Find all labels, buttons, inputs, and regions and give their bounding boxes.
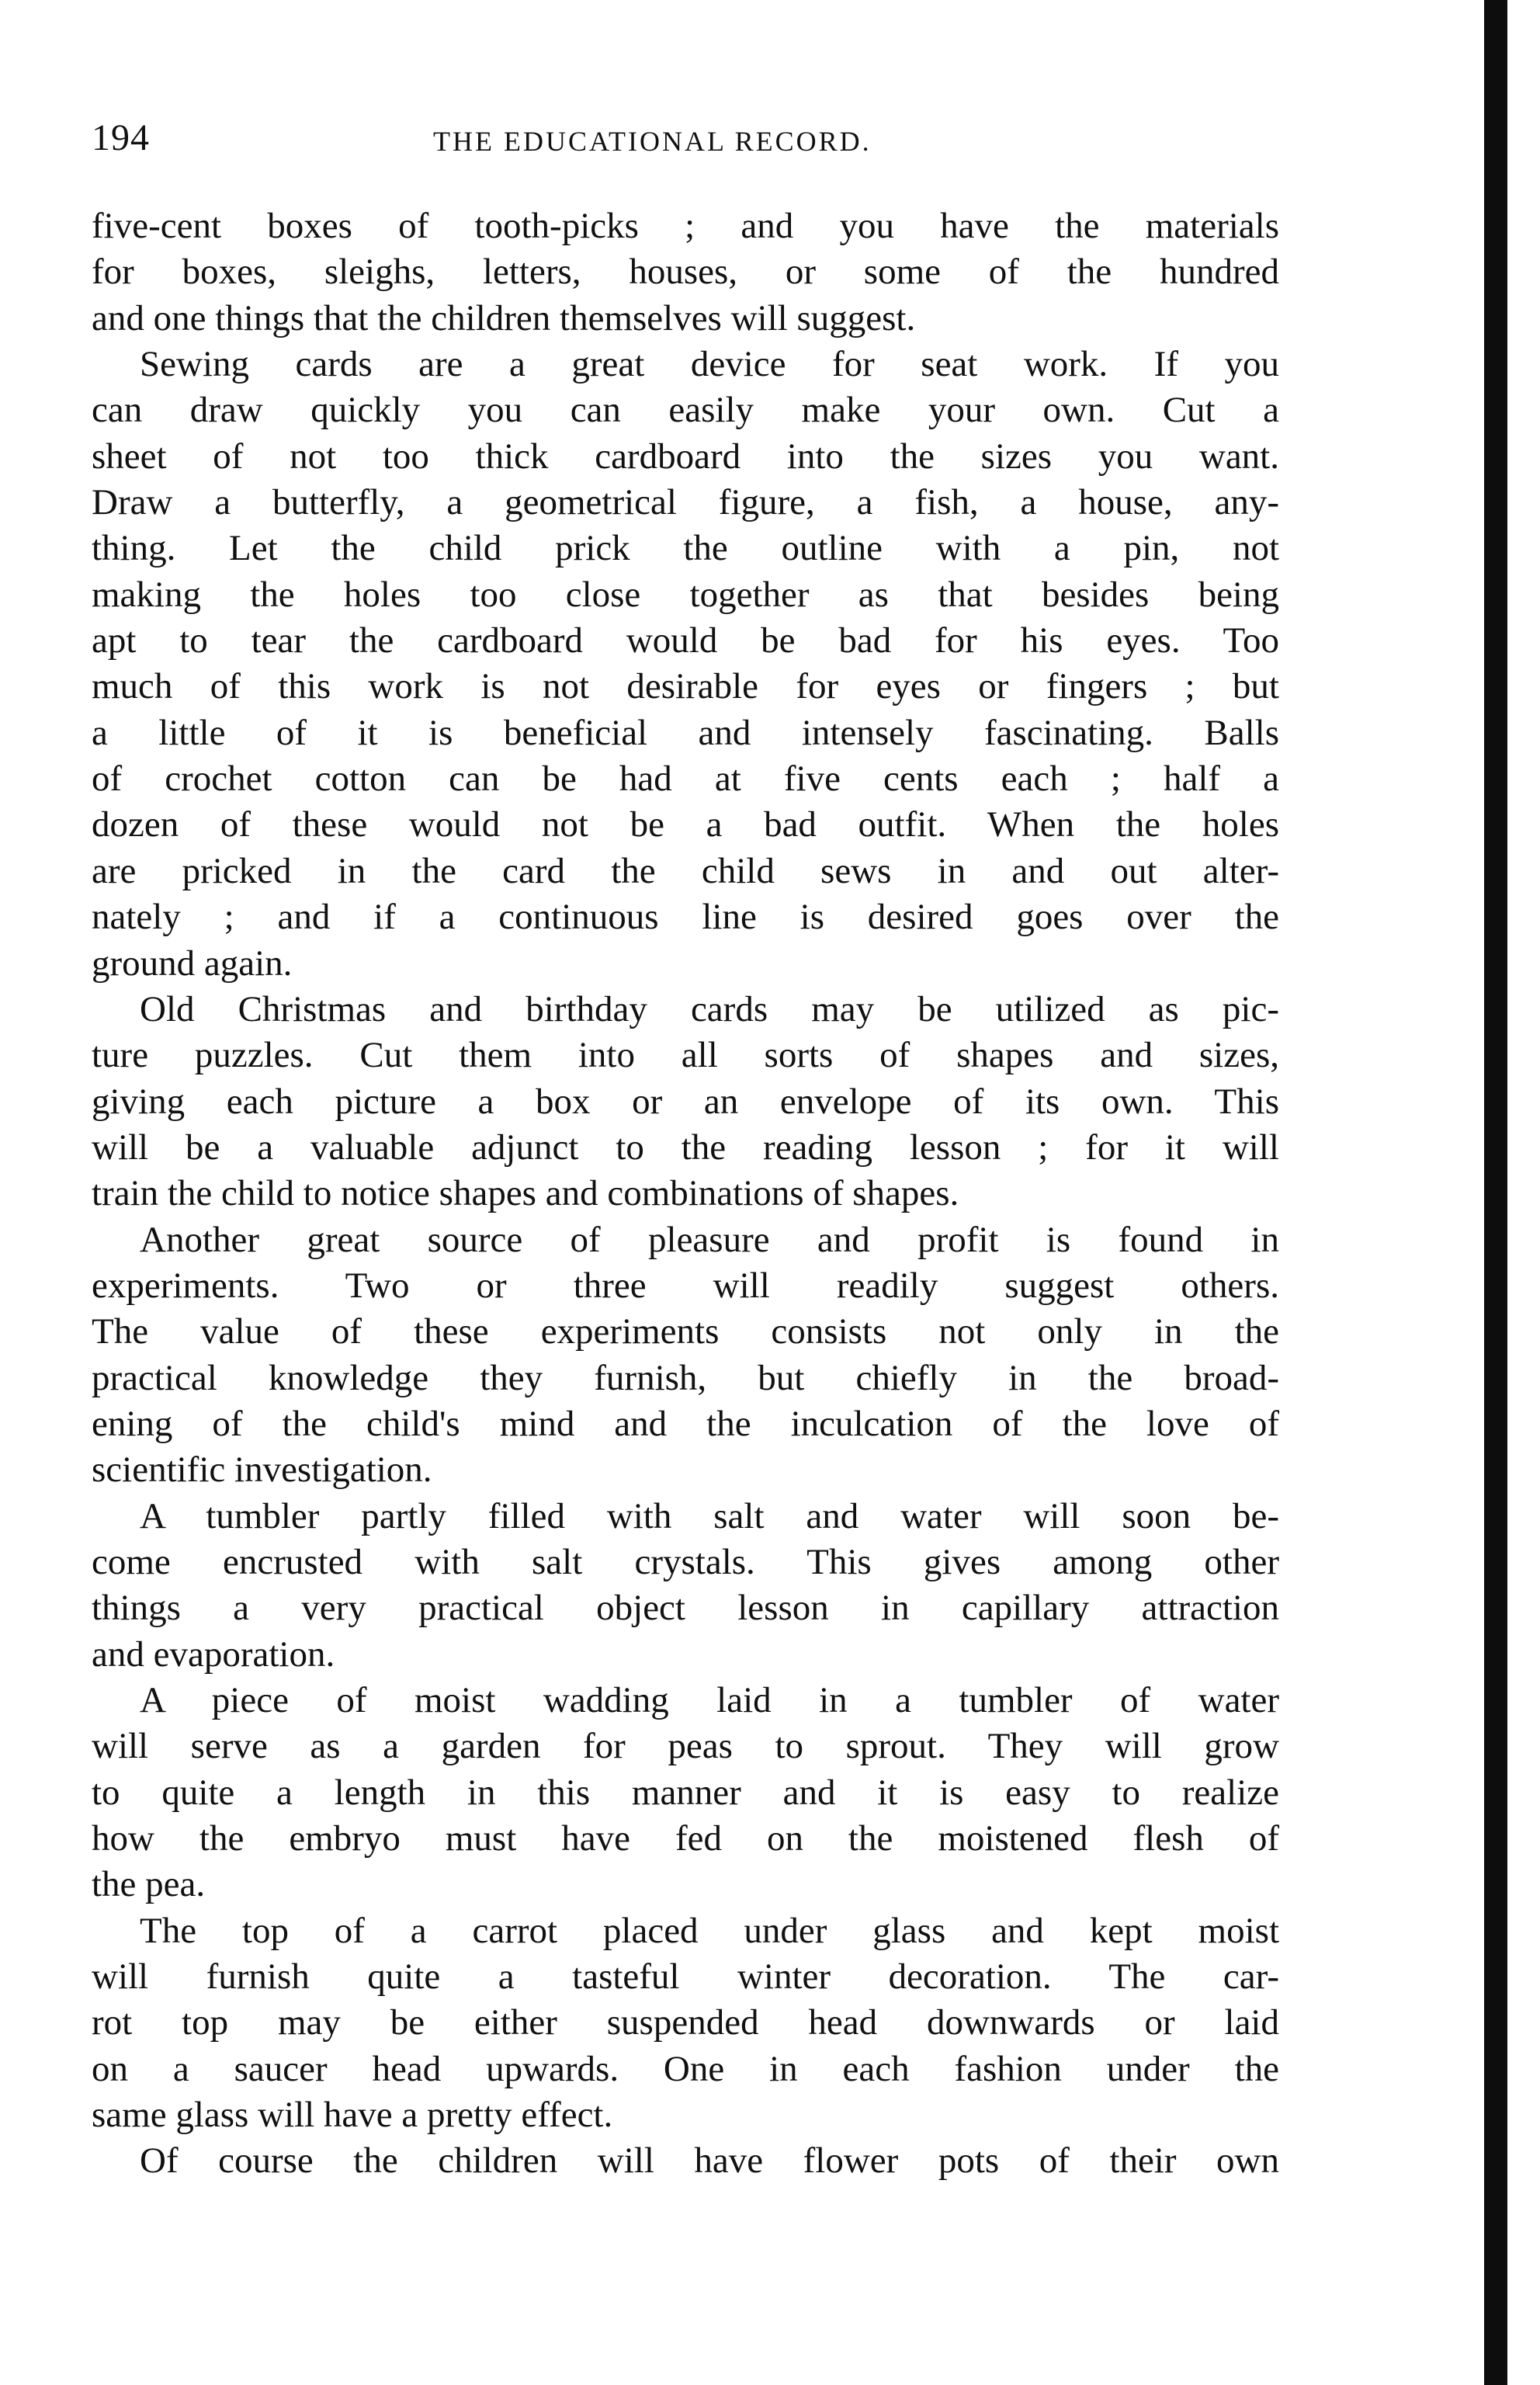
text-line: can draw quickly you can easily make your own. Cut a	[92, 390, 1279, 431]
text-line: the pea.	[92, 1864, 206, 1905]
text-line: A piece of moist wadding laid in a tumbler of water	[140, 1680, 1279, 1720]
text-line: The top of a carrot placed under glass and kept moist	[140, 1910, 1279, 1951]
body-text	[92, 203, 1279, 2185]
text-line: will serve as a garden for peas to sprout. They will grow	[92, 1726, 1279, 1767]
scan-edge-border	[1484, 0, 1507, 2385]
text-line: much of this work is not desirable for eyes or fingers ; but	[92, 666, 1279, 707]
text-line: Sewing cards are a great device for seat work. If you	[140, 344, 1279, 385]
text-line: experiments. Two or three will readily suggest others.	[92, 1265, 1279, 1306]
page-header	[92, 115, 1287, 169]
text-line: nately ; and if a continuous line is desired goes over the	[92, 897, 1279, 938]
text-line: a little of it is beneficial and intensely fascinating. Balls	[92, 712, 1279, 753]
text-line: and one things that the children themselves will suggest.	[92, 297, 916, 338]
text-line: ground again.	[92, 943, 293, 984]
text-line: giving each picture a box or an envelope of its own. This	[92, 1081, 1279, 1122]
text-line: ture puzzles. Cut them into all sorts of shapes and sizes,	[92, 1035, 1279, 1076]
text-line: Draw a butterfly, a geometrical figure, a fish, a house, any-	[92, 482, 1279, 523]
text-line: rot top may be either suspended head downwards or laid	[92, 2002, 1279, 2043]
text-line: sheet of not too thick cardboard into the sizes you want.	[92, 436, 1279, 477]
page-number: 194	[92, 117, 150, 158]
text-line: practical knowledge they furnish, but chiefly in the broad-	[92, 1357, 1279, 1398]
text-line: Of course the children will have flower pots of their own	[140, 2140, 1279, 2182]
text-line: scientific investigation.	[92, 1449, 432, 1491]
text-line: apt to tear the cardboard would be bad for his eyes. Too	[92, 620, 1279, 661]
text-line: The value of these experiments consists not only in the	[92, 1311, 1279, 1352]
text-line: to quite a length in this manner and it is easy to realize	[92, 1772, 1279, 1813]
text-line: on a saucer head upwards. One in each fashion under the	[92, 2048, 1279, 2089]
text-line: for boxes, sleighs, letters, houses, or some of the hundred	[92, 252, 1279, 293]
text-line: how the embryo must have fed on the moistened flesh of	[92, 1818, 1279, 1859]
text-line: train the child to notice shapes and combinations of shapes.	[92, 1173, 959, 1214]
text-line: are pricked in the card the child sews in and out alter-	[92, 850, 1279, 891]
text-line: thing. Let the child prick the outline with a pin, not	[92, 528, 1279, 569]
text-line: Old Christmas and birthday cards may be utilized as pic-	[140, 988, 1279, 1029]
text-line: and evaporation.	[92, 1633, 335, 1675]
text-line: of crochet cotton can be had at five cents each ; half a	[92, 759, 1279, 800]
text-line: come encrusted with salt crystals. This gives among other	[92, 1541, 1279, 1582]
text-line: things a very practical object lesson in capillary attraction	[92, 1588, 1279, 1629]
text-line: Another great source of pleasure and profit is found in	[140, 1219, 1279, 1260]
text-line: A tumbler partly filled with salt and water will soon be-	[140, 1495, 1279, 1536]
text-line: same glass will have a pretty effect.	[92, 2095, 613, 2136]
running-head: THE EDUCATIONAL RECORD.	[433, 126, 872, 157]
text-line: will furnish quite a tasteful winter decoration. The car-	[92, 1956, 1279, 1998]
text-line: making the holes too close together as that besides being	[92, 574, 1279, 615]
text-line: five-cent boxes of tooth-picks ; and you have the materials	[92, 206, 1279, 246]
text-line: ening of the child's mind and the inculcation of the love of	[92, 1403, 1279, 1444]
text-line: dozen of these would not be a bad outfit. When the holes	[92, 804, 1279, 845]
text-line: will be a valuable adjunct to the reading lesson ; for it will	[92, 1127, 1279, 1168]
